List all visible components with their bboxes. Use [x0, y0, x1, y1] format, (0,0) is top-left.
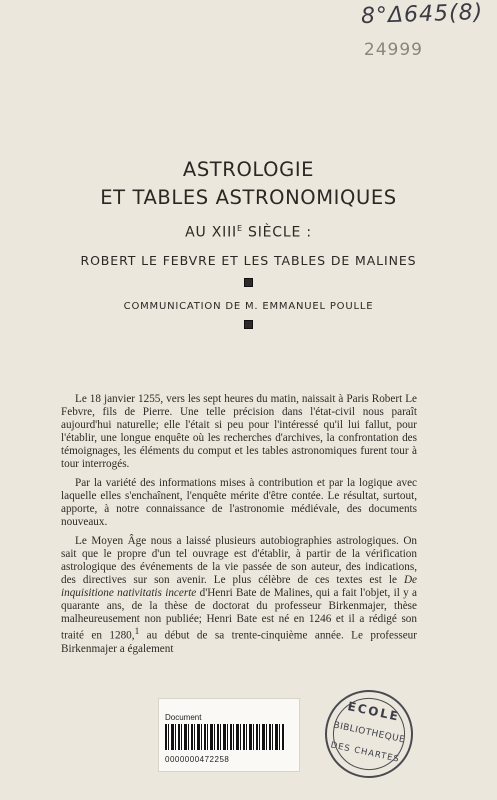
paragraph-2: Par la variété des informations mises à contribution et par la logique avec laquelle elles s'enchaînent, l'enquête mérite d'être contée. Le résultat, surtout, apporte, à notre connaissance de l'astronomie médiévale, des documents nouveaux.: [61, 477, 417, 528]
title-block: [0, 158, 497, 329]
work-title: De inquisitione nativitatis incerte: [61, 574, 417, 599]
stamp-bottom-text: DES CHARTES: [329, 740, 401, 765]
paragraph-3: [61, 535, 417, 656]
century-superscript: E: [236, 224, 243, 233]
paragraph-1: Le 18 janvier 1255, vers les sept heures du matin, naissait à Paris Robert Le Febvre, fils de Pierre. Une telle précision dans l'état-civil nous paraît aujourd'hui naturelle; elle l'était si peu pour l'intéressé qu'il lui fallut, pour l'établir, une longue enquête où les recherches d'archives, la confrontation des témoignages, les éléments du comput et les tables astronomiques furent tour à tour interrogés.: [61, 393, 417, 470]
stamp-top-text: ECOLE: [346, 699, 402, 724]
square-bullet-icon: [244, 320, 253, 329]
paragraph-3-part-2: d'Henri Bate de Malines, qui a fait l'objet, il y a quarante ans, de la thèse de doctorat du professeur Birkenmajer, thèse malheureusement non publiée; Henri Bate est né en 1246 et il a rédigé son traité en 1280,: [61, 587, 418, 642]
title-line-1: ASTROLOGIE: [182, 158, 315, 181]
title-line-2: ET TABLES ASTRONOMIQUES: [100, 186, 397, 209]
century-heading: [0, 224, 497, 241]
communication-byline: COMMUNICATION DE M. EMMANUEL POULLE: [123, 300, 374, 312]
paragraph-3-part-1: Le Moyen Âge nous a laissé plusieurs autobiographies astrologiques. On sait que le propre d'un tel ouvrage est d'établir, à partir de la vérification astrologique des événements de la vie passée de son auteur, des indications, des directives sur son avenir. Le plus célèbre de ces textes est le: [61, 535, 417, 586]
handwritten-shelfmark: 8°Δ645(8): [360, 0, 484, 30]
barcode-label: [158, 698, 300, 772]
barcode-number: 0000000472258: [165, 755, 230, 764]
subtitle: ROBERT LE FEBVRE ET LES TABLES DE MALINES: [80, 252, 417, 268]
century-prefix: AU XIII: [185, 224, 237, 241]
label-title: Document: [165, 713, 202, 722]
barcode-icon: [165, 724, 285, 750]
paragraph-3-part-3: au début de sa trente-cinquième année. Le professeur Birkenmajer a également: [61, 629, 417, 655]
stamp-middle-text: BIBLIOTHEQUE: [332, 720, 406, 746]
library-stamp: [317, 682, 421, 786]
century-suffix: SIÈCLE :: [242, 224, 312, 241]
handwritten-number: 24999: [363, 40, 423, 60]
footnote-marker: 1: [134, 627, 140, 637]
body-text: [61, 393, 417, 656]
square-bullet-icon: [244, 278, 253, 287]
